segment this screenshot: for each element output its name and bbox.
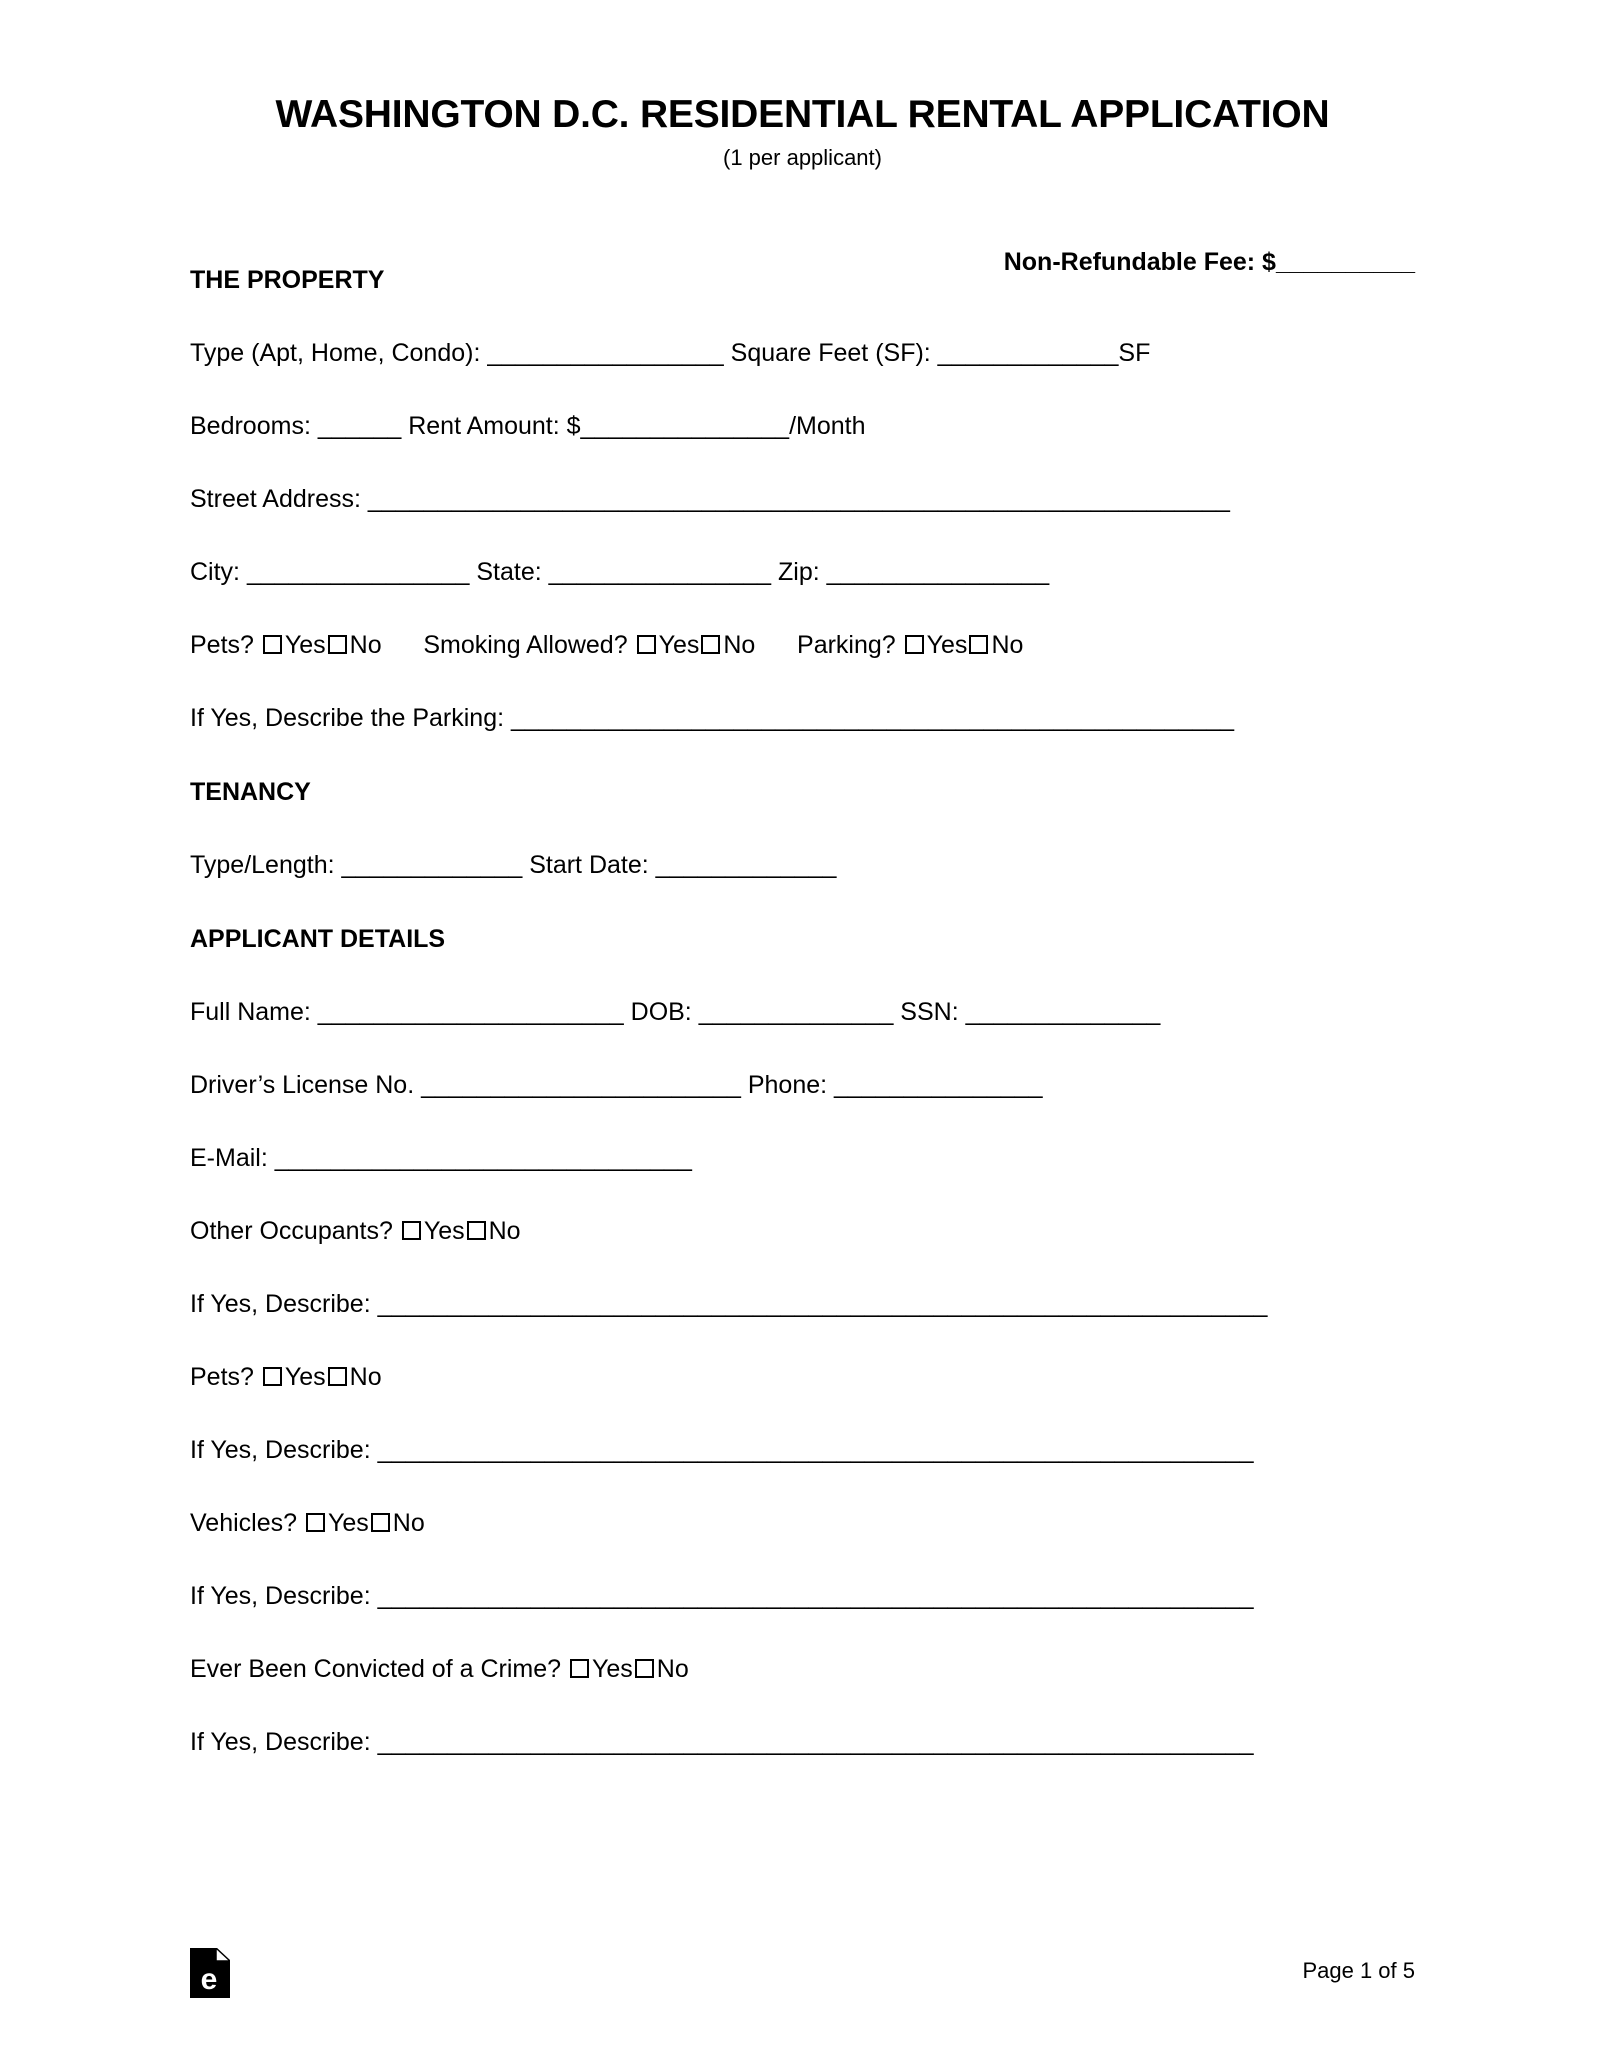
section-heading-property: THE PROPERTY: [190, 266, 385, 295]
applicant-pets-yes-checkbox[interactable]: [263, 1367, 282, 1386]
svg-text:e: e: [200, 1963, 218, 1996]
applicant-crime-yes-label: Yes: [591, 1655, 633, 1684]
property-parking-no-checkbox[interactable]: [969, 635, 988, 654]
page-number: Page 1 of 5: [1302, 1958, 1415, 1983]
property-smoking-yes-checkbox[interactable]: [637, 635, 656, 654]
applicant-vehicles-yes-checkbox[interactable]: [306, 1513, 325, 1532]
applicant-vehicles-no-label: No: [392, 1509, 425, 1538]
property-pets-no-checkbox[interactable]: [328, 635, 347, 654]
page-subtitle: (1 per applicant): [723, 144, 882, 170]
property-type-field-line[interactable]: Type (Apt, Home, Condo): _________________ Square Feet (SF): _____________SF: [190, 339, 1151, 368]
property-parking-no-label: No: [991, 631, 1024, 660]
applicant-other-occupants-yes-label: Yes: [423, 1217, 465, 1246]
document-content: [190, 0, 1415, 1757]
applicant-crime-describe-field-line[interactable]: If Yes, Describe: _______________________________________________________________: [190, 1728, 1254, 1757]
property-smoking-no-checkbox[interactable]: [701, 635, 720, 654]
applicant-pets-no-label: No: [349, 1363, 382, 1392]
applicant-crime-no-label: No: [656, 1655, 689, 1684]
property-city-state-zip-field-line[interactable]: City: ________________ State: ________________ Zip: ________________: [190, 558, 1050, 587]
page-title: WASHINGTON D.C. RESIDENTIAL RENTAL APPLICATION: [275, 93, 1330, 136]
tenancy-type-length-start-date-field-line[interactable]: Type/Length: _____________ Start Date: _____________: [190, 851, 837, 880]
applicant-crime-no-checkbox[interactable]: [635, 1659, 654, 1678]
applicant-vehicles-describe-field-line[interactable]: If Yes, Describe: _______________________________________________________________: [190, 1582, 1254, 1611]
property-parking-yes-checkbox[interactable]: [905, 635, 924, 654]
property-pets-label: Pets?: [190, 631, 261, 660]
applicant-vehicles-label: Vehicles?: [190, 1509, 304, 1538]
property-smoking-no-label: No: [723, 631, 756, 660]
applicant-pets-describe-field-line[interactable]: If Yes, Describe: _______________________________________________________________: [190, 1436, 1254, 1465]
page-footer: [190, 1930, 1415, 2070]
applicant-other-occupants-describe-field-line[interactable]: If Yes, Describe: ________________________________________________________________: [190, 1290, 1268, 1319]
property-pets-no-label: No: [349, 631, 382, 660]
section-heading-applicant-details: APPLICANT DETAILS: [190, 925, 446, 954]
applicant-other-occupants-no-checkbox[interactable]: [467, 1221, 486, 1240]
applicant-pets-no-checkbox[interactable]: [328, 1367, 347, 1386]
property-options-line: [190, 630, 1415, 660]
applicant-pets-line: [190, 1362, 1415, 1392]
applicant-full-name-dob-ssn-field-line[interactable]: Full Name: ______________________ DOB: ______________ SSN: ______________: [190, 998, 1161, 1027]
applicant-other-occupants-line: [190, 1216, 1415, 1246]
spacer-1: [382, 631, 424, 659]
applicant-vehicles-yes-label: Yes: [327, 1509, 369, 1538]
property-bedrooms-rent-field-line[interactable]: Bedrooms: ______ Rent Amount: $_______________/Month: [190, 412, 866, 441]
applicant-email-field-line[interactable]: E-Mail: ______________________________: [190, 1144, 692, 1173]
property-smoking-label: Smoking Allowed?: [423, 631, 635, 660]
property-parking-describe-field-line[interactable]: If Yes, Describe the Parking: ____________________________________________________: [190, 704, 1235, 733]
property-smoking-yes-label: Yes: [658, 631, 700, 660]
property-street-address-field-line[interactable]: Street Address: ______________________________________________________________: [190, 485, 1230, 514]
applicant-crime-line: [190, 1654, 1415, 1684]
applicant-other-occupants-no-label: No: [488, 1217, 521, 1246]
property-parking-yes-label: Yes: [926, 631, 968, 660]
applicant-pets-yes-label: Yes: [284, 1363, 326, 1392]
applicant-vehicles-no-checkbox[interactable]: [371, 1513, 390, 1532]
property-parking-label: Parking?: [797, 631, 903, 660]
property-pets-yes-label: Yes: [284, 631, 326, 660]
applicant-crime-yes-checkbox[interactable]: [570, 1659, 589, 1678]
applicant-crime-label: Ever Been Convicted of a Crime?: [190, 1655, 568, 1684]
spacer-2: [755, 631, 797, 659]
applicant-other-occupants-label: Other Occupants?: [190, 1217, 400, 1246]
section-heading-tenancy: TENANCY: [190, 778, 311, 807]
applicant-vehicles-line: [190, 1508, 1415, 1538]
eforms-logo[interactable]: [190, 1948, 230, 1998]
property-pets-yes-checkbox[interactable]: [263, 635, 282, 654]
applicant-license-phone-field-line[interactable]: Driver’s License No. _______________________ Phone: _______________: [190, 1071, 1043, 1100]
non-refundable-fee-line[interactable]: Non-Refundable Fee: $__________: [1003, 248, 1415, 277]
applicant-pets-label: Pets?: [190, 1363, 261, 1392]
applicant-other-occupants-yes-checkbox[interactable]: [402, 1221, 421, 1240]
